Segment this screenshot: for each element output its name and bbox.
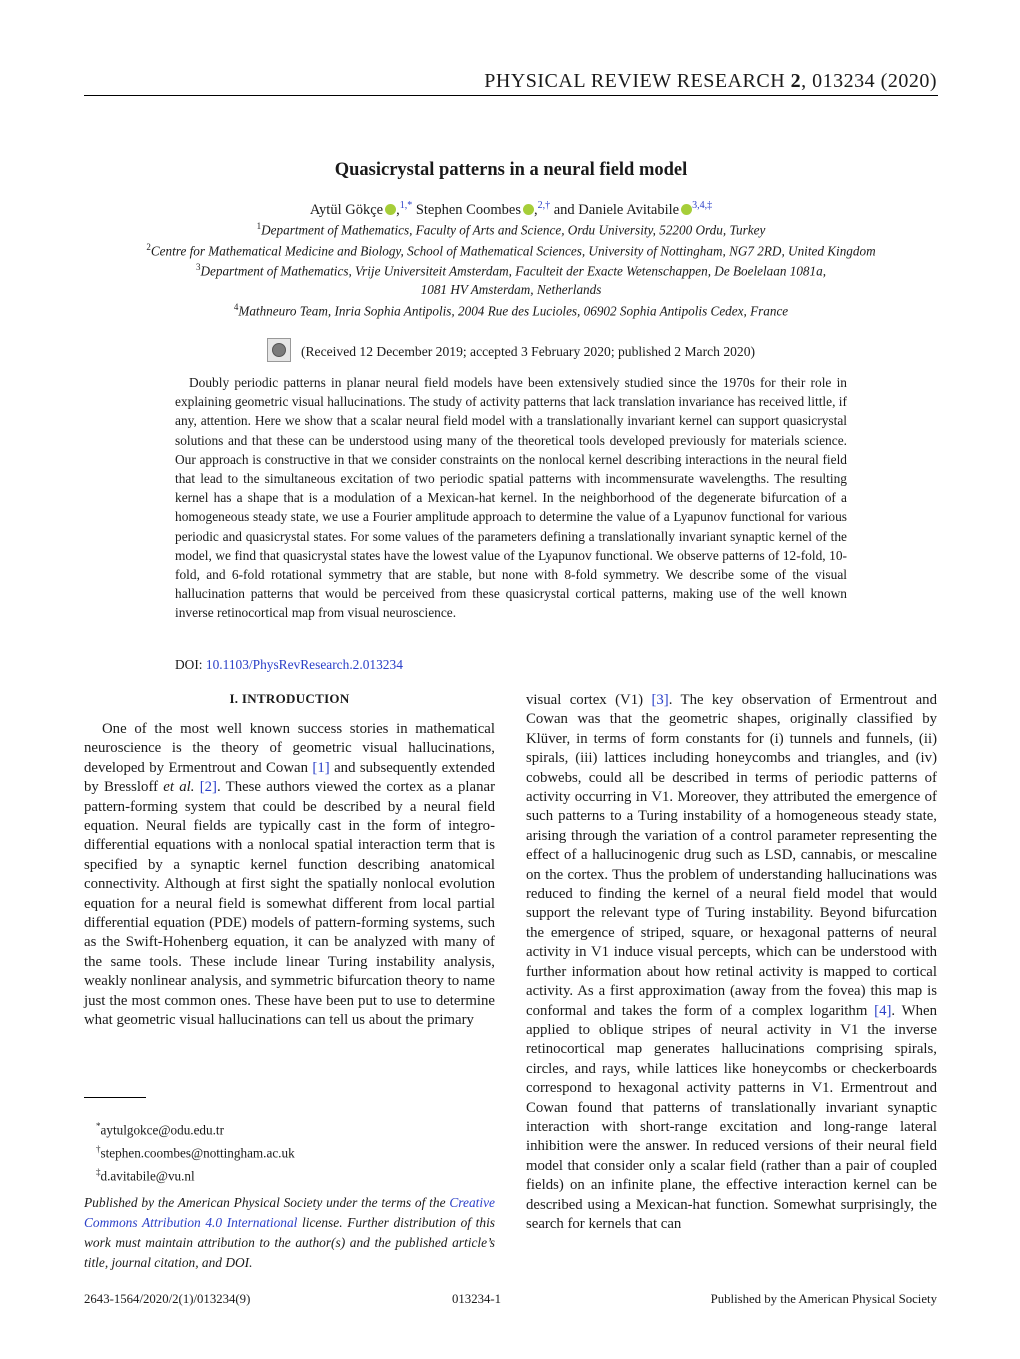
affiliation: $^4$Mathneuro Team, Inria Sophia Antipolis, 2004 Rue des Lucioles, 06902 Sophia Antipolis Cedex, France [233, 302, 789, 319]
affiliation: 1081 HV Amsterdam, Netherlands [420, 282, 602, 297]
section-heading: I. INTRODUCTION [229, 691, 350, 706]
footer-page-number: 013234-1 [452, 1292, 502, 1306]
journal-header [484, 70, 937, 93]
footer-publisher: Published by the American Physical Society [710, 1292, 937, 1306]
email-footnote[interactable]: stephen.coombes@nottingham.ac.uk [100, 1145, 295, 1161]
orcid-icon[interactable] [523, 204, 534, 215]
affiliation: $^1$Department of Mathematics, Faculty of Arts and Science, Ordu University, 52200 Ordu, Turkey [256, 221, 766, 238]
journal-name: PHYSICAL REVIEW RESEARCH [484, 70, 786, 92]
author-name[interactable]: Daniele Avitabile [578, 202, 680, 218]
author-marks[interactable]: 1,* [399, 200, 413, 212]
abstract: Doubly periodic patterns in planar neural field models have been extensively studied since the 1970s for their role in explaining geometric visual hallucinations. The study of activity patterns that lack translation invariance has received little, if any, attention. Here we show that a scalar neural field model with a translationally invariant kernel can support quasicrystal solutions and that these can be understood using many of the theoretical tools developed previously for materials science. Our approach is constructive in that we consider constraints on the nonlocal kernel describing interactions in the neural field that lead to the simultaneous excitation of two periodic spatial patterns with incommensurate wavelengths. The resulting kernel has a shape that is a modulation of a Mexican-hat kernel. In the neighborhood of the degenerate bifurcation of a homogeneous steady state, we use a Fourier amplitude approach to determine the value of a Lyapunov functional for various periodic and quasicrystal states. For some values of the parameters defining a translationally invariant synaptic kernel of the model, we find that quasicrystal states have the lowest value of the Lyapunov functional. We observe patterns of 12-fold, 10-fold, and 6-fold rotational symmetry that are stable, but none with 8-fold symmetry. We describe some of the visual hallucination patterns that would be perceived from these quasicrystal cortical patterns, making use of the well known inverse retinocortical map from visual neuroscience. [175, 375, 847, 621]
author-marks[interactable]: 3,4,‡ [692, 200, 713, 212]
author-marks[interactable]: 2,† [537, 200, 551, 212]
doi-link[interactable]: 10.1103/PhysRevResearch.2.013234 [205, 657, 403, 672]
doi-line: DOI: 10.1103/PhysRevResearch.2.013234 [175, 657, 403, 672]
citation-link[interactable]: [4] [874, 1002, 892, 1019]
license-link[interactable]: Creative Commons Attribution 4.0 International [84, 1195, 495, 1230]
affiliation: $^3$Department of Mathematics, Vrije Universiteit Amsterdam, Faculteit der Exacte Wetenschappen, De Boelelaan 1081a, [195, 262, 827, 279]
author-list: Aytül Gökçe ,$^{1,*}$ Stephen Coombes ,$^{2,\dagger}$ and Daniele Avitabile $^{3,4,\ddagger}$ [309, 200, 713, 218]
intro-right-column: visual cortex (V1) [3]. The key observation of Ermentrout and Cowan was that the geometric shapes, originally classified by Klüver, in terms of form constants for (i) tunnels and funnels, (ii) spirals, (iii) lattices including honeycombs and triangles, and (iv) cobwebs, could all be described in terms of periodic patterns of activity occurring in V1. Moreover, they attributed the emergence of such patterns to a Turing instability of a homogeneous steady state, arising through the variation of a control parameter representing the effect of a hallucinogenic drug such as LSD, cannabis, or mescaline on the cortex. Thus the problem of understanding hallucinations was reduced to finding the kernel of a neural field model that would support the relevant type of Turing instability. Beyond bifurcation the emergence of striped, square, or hexagonal patterns of neural activity in V1 induce visual percepts, which can be understood with further information about how retinal activity is mapped to cortical activity. As a first approximation (away from the fovea) this map is conformal and takes the form of a complex logarithm [4]. When applied to oblique stripes of neural activity in V1 the inverse retinocortical map generates hallucinations comprising spirals, circles, and rays, while lattices like honeycombs or checkerboards correspond to hexagonal activity patterns in V1. Ermentrout and Cowan found that patterns of translationally invariant synaptic interaction with short-range excitation and long-range lateral inhibition were the answer. In reduced versions of their neural field model that consider only a scalar field (rather than a pair of coupled fields) on an infinite plane, the effective interaction kernel can be described using a Mexican-hat function. Somewhat surprisingly, the search for kernels that can [526, 692, 937, 1232]
email-footnote[interactable]: d.avitabile@vu.nl [100, 1168, 195, 1184]
intro-left-column: One of the most well known success stories in mathematical neuroscience is the theory of geometric visual hallucinations, developed by Ermentrout and Cowan [1] and subsequently extended by Bressloff et al. [2]. These authors viewed the cortex as a planar pattern-forming system that could be described by a neural field equation. Neural fields are typically cast in the form of integro-differential equations with a nonlocal spatial interaction term that is specified by a synaptic kernel function describing anatomical connectivity. Although at first sight the spatially nonlocal evolution equation for a neural field is somewhat different from local partial differential equation (PDE) models of pattern-forming systems, such as the Swift-Hohenberg equation, it can be analyzed with many of the same tools. These include linear Turing instability analysis, weakly nonlinear analysis, and symmetric bifurcation theory to name just the most common ones. These have been put to use to determine what geometric visual hallucinations can tell us about the primary [84, 721, 495, 1029]
license-statement: Published by the American Physical Society under the terms of the Creative Commons Attribution 4.0 International license. Further distribution of this work must maintain attribution to the author(s) and the published article’s title, journal citation, and DOI. [84, 1195, 495, 1270]
journal-volume: 2 [790, 70, 802, 92]
journal-article-info: , 013234 (2020) [801, 70, 937, 92]
crossmark-icon[interactable] [267, 338, 291, 362]
received-dates: (Received 12 December 2019; accepted 3 February 2020; published 2 March 2020) [84, 338, 938, 362]
header-rule [84, 95, 938, 96]
email-footnote[interactable]: aytulgokce@odu.edu.tr [100, 1122, 224, 1138]
citation-link[interactable]: [3] [651, 692, 669, 708]
footnotes: *aytulgokce@odu.edu.tr †stephen.coombes@nottingham.ac.uk ‡d.avitabile@vu.nl [96, 1121, 295, 1184]
citation-link[interactable]: [1] [312, 759, 330, 776]
orcid-icon[interactable] [681, 204, 692, 215]
citation-link[interactable]: [2] [199, 779, 217, 796]
paper-title: Quasicrystal patterns in a neural field model [334, 160, 688, 180]
footnote-rule [84, 1097, 146, 1098]
footer-issn: 2643-1564/2020/2(1)/013234(9) [84, 1292, 251, 1306]
author-name[interactable]: Aytül Gökçe [309, 202, 384, 218]
author-name[interactable]: Stephen Coombes [415, 202, 521, 218]
affiliation: $^2$Centre for Mathematical Medicine and Biology, School of Mathematical Sciences, University of Nottingham, NG7 2RD, United Kingdom [146, 242, 876, 259]
orcid-icon[interactable] [385, 204, 396, 215]
